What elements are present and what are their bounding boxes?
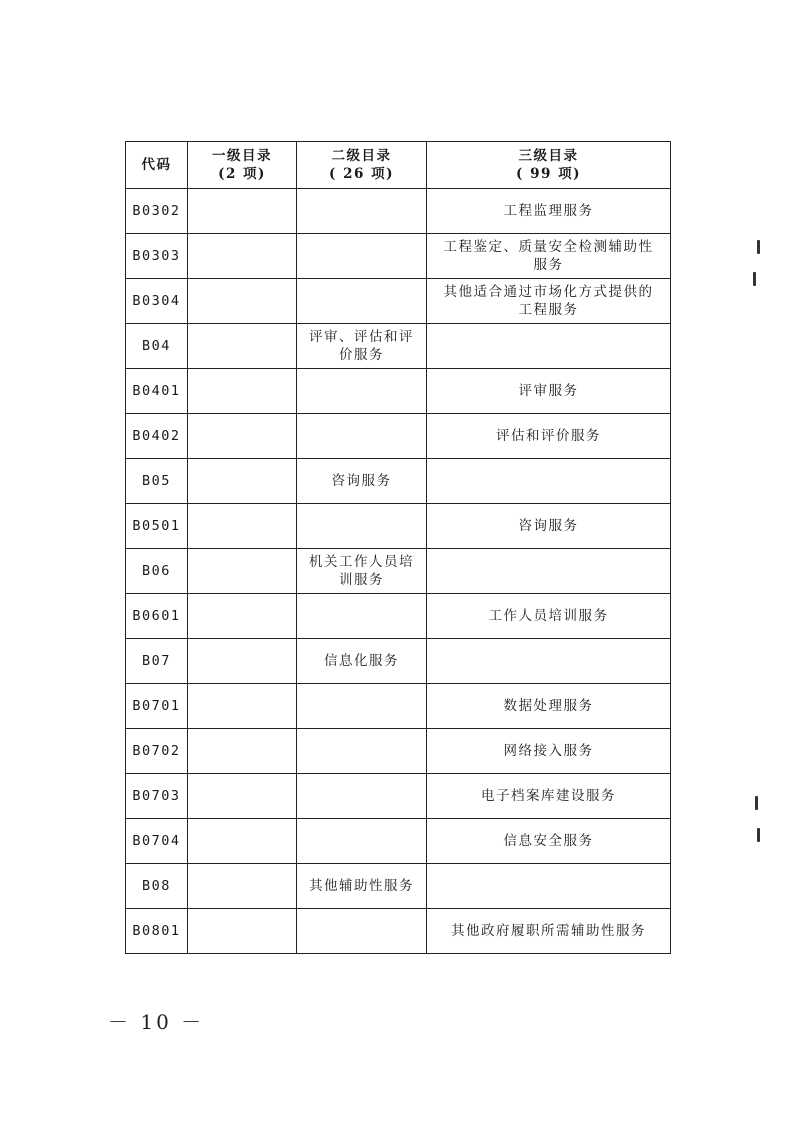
level1-cell — [188, 324, 297, 369]
table-row — [126, 234, 671, 279]
level1-cell — [188, 819, 297, 864]
level1-cell — [188, 189, 297, 234]
level2-cell — [297, 594, 427, 639]
level2-text: 机关工作人员培训服务 — [309, 554, 414, 588]
level3-text: 工作人员培训服务 — [488, 608, 609, 624]
level2-cell — [297, 279, 427, 324]
binding-mark — [753, 272, 756, 286]
code-cell: B0702 — [126, 729, 188, 774]
level2-cell — [297, 729, 427, 774]
header-code-label: 代码 — [141, 157, 172, 173]
table-row — [126, 909, 671, 954]
binding-mark — [757, 828, 760, 842]
code-cell: B06 — [126, 549, 188, 594]
table-row — [126, 639, 671, 684]
level3-cell — [427, 639, 671, 684]
level1-cell — [188, 369, 297, 414]
table-row — [126, 549, 671, 594]
level1-cell — [188, 459, 297, 504]
level2-cell — [297, 864, 427, 909]
level1-cell — [188, 504, 297, 549]
level1-cell — [188, 909, 297, 954]
table-row — [126, 189, 671, 234]
binding-mark — [755, 796, 758, 810]
code-cell: B08 — [126, 864, 188, 909]
level1-cell — [188, 414, 297, 459]
catalog-table — [125, 141, 671, 954]
level2-text: 咨询服务 — [331, 473, 392, 489]
level3-cell — [427, 189, 671, 234]
level1-cell — [188, 594, 297, 639]
table-row — [126, 504, 671, 549]
level3-text: 咨询服务 — [518, 518, 579, 534]
level1-cell — [188, 774, 297, 819]
level2-text: 信息化服务 — [324, 653, 399, 669]
level2-cell — [297, 324, 427, 369]
level1-cell — [188, 864, 297, 909]
level3-cell — [427, 819, 671, 864]
level1-cell — [188, 279, 297, 324]
code-cell: B0501 — [126, 504, 188, 549]
level2-cell — [297, 774, 427, 819]
code-cell: B05 — [126, 459, 188, 504]
code-cell: B0801 — [126, 909, 188, 954]
level3-cell — [427, 414, 671, 459]
code-cell: B0704 — [126, 819, 188, 864]
level2-cell — [297, 819, 427, 864]
table-row — [126, 279, 671, 324]
code-cell: B0303 — [126, 234, 188, 279]
level3-cell — [427, 774, 671, 819]
table-row — [126, 684, 671, 729]
binding-mark — [757, 240, 760, 254]
level3-text: 工程鉴定、质量安全检测辅助性服务 — [443, 239, 654, 273]
level1-cell — [188, 234, 297, 279]
level3-cell — [427, 909, 671, 954]
level3-cell — [427, 864, 671, 909]
code-cell: B04 — [126, 324, 188, 369]
header-level1-title: 一级目录 — [212, 148, 272, 164]
level2-cell — [297, 639, 427, 684]
level3-cell — [427, 369, 671, 414]
level2-cell — [297, 414, 427, 459]
level2-cell — [297, 369, 427, 414]
table-row — [126, 774, 671, 819]
code-cell: B0402 — [126, 414, 188, 459]
level2-cell — [297, 909, 427, 954]
level3-text: 其他政府履职所需辅助性服务 — [451, 923, 646, 939]
level3-text: 数据处理服务 — [503, 698, 594, 714]
level2-cell — [297, 504, 427, 549]
level3-text: 信息安全服务 — [503, 833, 594, 849]
header-level1-count: (2 项) — [218, 166, 266, 182]
level2-cell — [297, 189, 427, 234]
table-header-row — [126, 142, 671, 189]
level3-cell — [427, 324, 671, 369]
level2-cell — [297, 549, 427, 594]
header-level2 — [297, 142, 427, 189]
table-row — [126, 414, 671, 459]
header-level2-count: ( 26 项) — [329, 166, 394, 182]
code-cell: B0703 — [126, 774, 188, 819]
table-row — [126, 594, 671, 639]
table-row — [126, 459, 671, 504]
level2-cell — [297, 459, 427, 504]
code-cell: B0601 — [126, 594, 188, 639]
level3-cell — [427, 549, 671, 594]
table-row — [126, 369, 671, 414]
level3-cell — [427, 729, 671, 774]
level2-cell — [297, 234, 427, 279]
level3-cell — [427, 684, 671, 729]
level3-text: 其他适合通过市场化方式提供的工程服务 — [443, 284, 654, 318]
code-cell: B0401 — [126, 369, 188, 414]
level3-cell — [427, 279, 671, 324]
level3-text: 评审服务 — [518, 383, 579, 399]
level2-text: 评审、评估和评价服务 — [309, 329, 414, 363]
level2-cell — [297, 684, 427, 729]
table-row — [126, 864, 671, 909]
level3-text: 电子档案库建设服务 — [481, 788, 616, 804]
table-row — [126, 819, 671, 864]
level3-cell — [427, 234, 671, 279]
level1-cell — [188, 729, 297, 774]
code-cell: B07 — [126, 639, 188, 684]
level3-cell — [427, 459, 671, 504]
level3-text: 工程监理服务 — [503, 203, 594, 219]
page-number: － 10 － — [108, 1010, 205, 1034]
code-cell: B0701 — [126, 684, 188, 729]
code-cell: B0302 — [126, 189, 188, 234]
level1-cell — [188, 639, 297, 684]
table-row — [126, 729, 671, 774]
level3-cell — [427, 594, 671, 639]
header-level3-count: ( 99 项) — [516, 166, 581, 182]
code-cell: B0304 — [126, 279, 188, 324]
level3-cell — [427, 504, 671, 549]
header-level2-title: 二级目录 — [331, 148, 392, 164]
level3-text: 网络接入服务 — [503, 743, 594, 759]
header-code — [126, 142, 188, 189]
level3-text: 评估和评价服务 — [496, 428, 601, 444]
table-row — [126, 324, 671, 369]
level1-cell — [188, 684, 297, 729]
header-level3 — [427, 142, 671, 189]
level1-cell — [188, 549, 297, 594]
header-level1 — [188, 142, 297, 189]
header-level3-title: 三级目录 — [518, 148, 579, 164]
table-body — [126, 189, 671, 954]
level2-text: 其他辅助性服务 — [309, 878, 414, 894]
